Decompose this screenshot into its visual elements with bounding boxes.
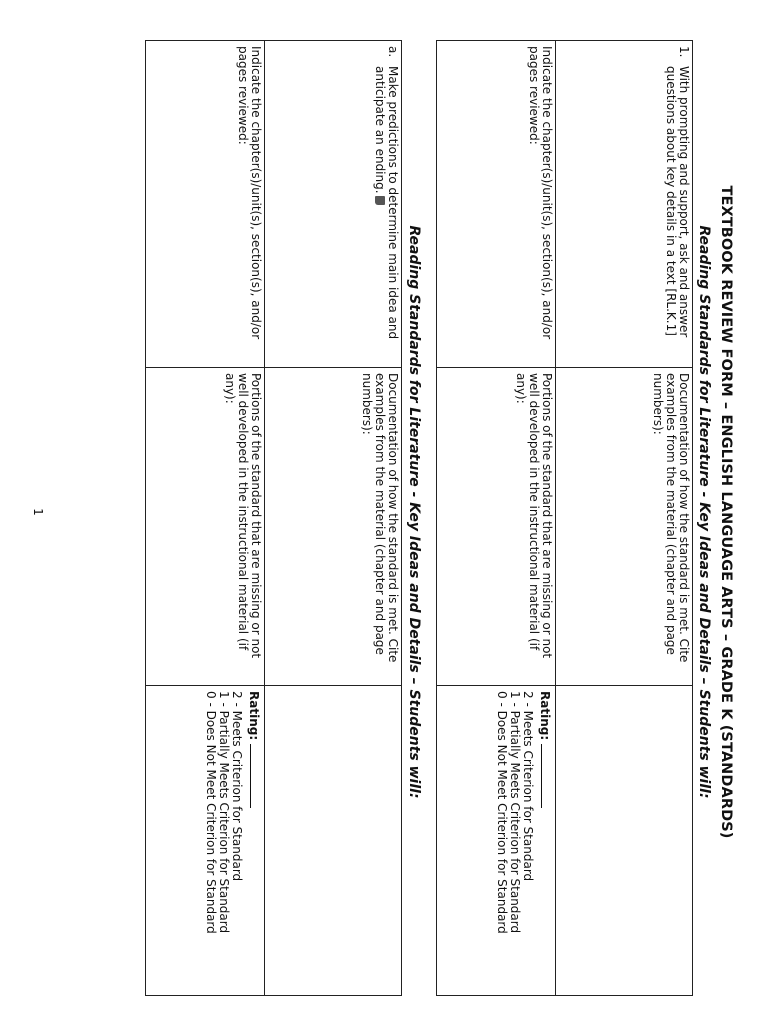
rating-scale xyxy=(204,691,243,990)
rating-option: 2 - Meets Criterion for Standard xyxy=(521,691,535,882)
rating-scale xyxy=(495,691,534,990)
missing-portions-cell[interactable] xyxy=(437,367,555,685)
missing-portions-cell[interactable] xyxy=(146,367,264,685)
section-heading: Reading Standards for Literature - Key Ideas and Details – Students will: xyxy=(696,225,712,799)
empty-cell[interactable] xyxy=(265,685,401,995)
standard-item xyxy=(664,46,690,362)
rating-option: 1 - Partially Meets Criterion for Standard xyxy=(217,691,231,934)
table-row xyxy=(146,41,265,995)
standard-cell xyxy=(556,41,692,367)
page-number: 1 xyxy=(31,508,45,516)
empty-cell[interactable] xyxy=(556,685,692,995)
rating-cell[interactable] xyxy=(437,685,555,995)
standard-number: a. xyxy=(386,46,400,58)
section-heading: Reading Standards for Literature - Key Ideas and Details – Students will: xyxy=(406,225,422,799)
rating-option: 0 - Does Not Meet Criterion for Standard xyxy=(495,691,509,934)
table-row xyxy=(437,41,556,995)
standard-text: Make predictions to determine main idea and anticipate an ending. xyxy=(373,66,400,340)
documentation-cell[interactable] xyxy=(556,367,692,685)
standard-text-wrap xyxy=(373,66,399,362)
standard-number: 1. xyxy=(677,46,691,58)
chapters-cell[interactable] xyxy=(146,41,264,367)
missing-portions-label: Portions of the standard that are missing or not well developed in the instructional material (if any): xyxy=(223,373,263,659)
standard-item xyxy=(373,46,399,362)
rating-row xyxy=(538,691,553,990)
rating-blank[interactable] xyxy=(541,744,553,808)
standard-cell xyxy=(265,41,401,367)
chapters-label: Indicate the chapter(s)/unit(s), section(s), and/or pages reviewed: xyxy=(527,46,554,340)
standard-table xyxy=(436,40,693,996)
documentation-label: Documentation of how the standard is met. Cite examples from the material (chapter and page numbers): xyxy=(360,373,400,663)
documentation-label: Documentation of how the standard is met. Cite examples from the material (chapter and page numbers): xyxy=(651,373,691,663)
sticky-note-icon[interactable] xyxy=(375,196,385,205)
table-row xyxy=(265,41,401,995)
rating-cell[interactable] xyxy=(146,685,264,995)
rating-blank[interactable] xyxy=(250,744,262,808)
missing-portions-label: Portions of the standard that are missing or not well developed in the instructional material (if any): xyxy=(514,373,554,659)
rating-option: 0 - Does Not Meet Criterion for Standard xyxy=(204,691,218,934)
rating-label: Rating: xyxy=(247,691,261,741)
rating-option: 1 - Partially Meets Criterion for Standard xyxy=(508,691,522,934)
documentation-cell[interactable] xyxy=(265,367,401,685)
rating-row xyxy=(247,691,262,990)
standard-table xyxy=(145,40,402,996)
rating-label: Rating: xyxy=(538,691,552,741)
chapters-cell[interactable] xyxy=(437,41,555,367)
table-row xyxy=(556,41,692,995)
rating-option: 2 - Meets Criterion for Standard xyxy=(230,691,244,882)
standard-text: With prompting and support, ask and answer questions about key details in a text [RL.K.1] xyxy=(664,66,691,338)
chapters-label: Indicate the chapter(s)/unit(s), section(s), and/or pages reviewed: xyxy=(236,46,263,340)
form-title: TEXTBOOK REVIEW FORM – ENGLISH LANGUAGE ARTS – GRADE K (STANDARDS) xyxy=(718,185,734,839)
